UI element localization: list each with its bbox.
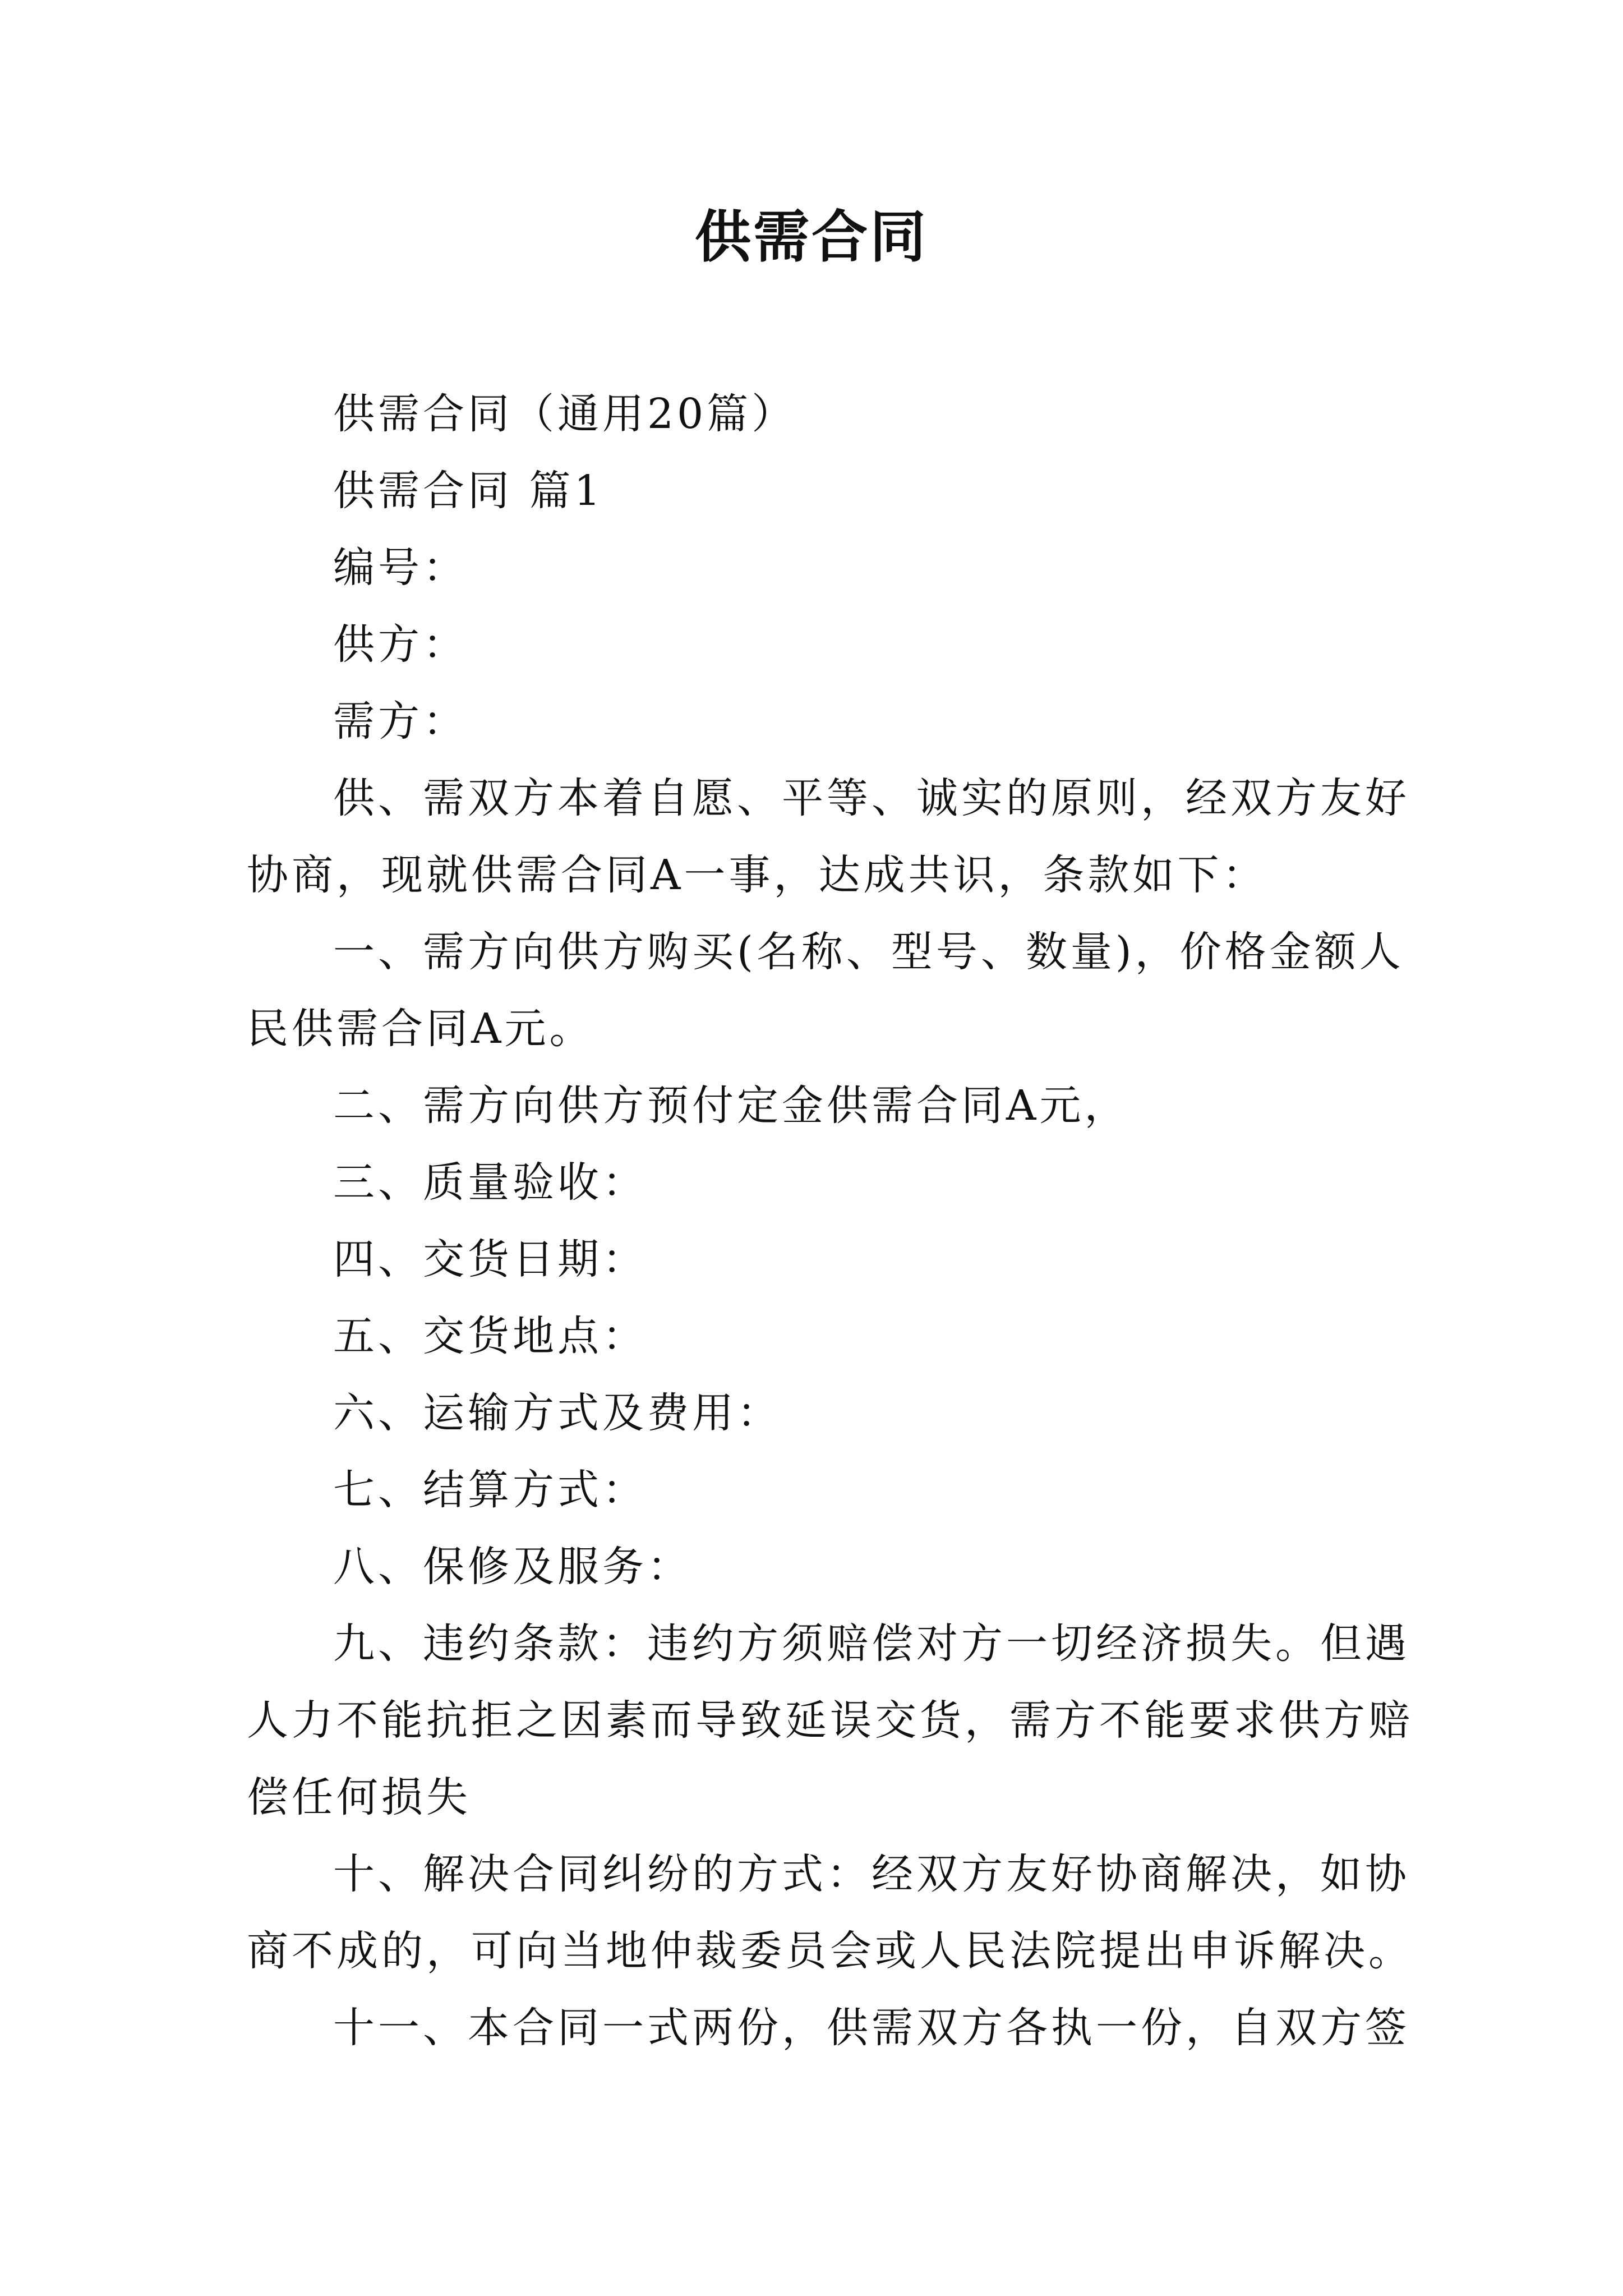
paragraph-line: 供需合同（通用20篇） bbox=[333, 390, 797, 438]
paragraph-line: 五、交货地点： bbox=[333, 1312, 647, 1360]
paragraph-line: 供需合同 篇1 bbox=[333, 467, 604, 515]
paragraph-line: 供方： bbox=[333, 620, 468, 669]
document-body bbox=[247, 376, 1413, 2067]
paragraph-line: 人力不能抗拒之因素而导致延误交货，需方不能要求供方赔 bbox=[247, 1696, 1413, 1745]
paragraph-line: 偿任何损失 bbox=[247, 1773, 471, 1821]
paragraph-line: 四、交货日期： bbox=[333, 1235, 647, 1283]
paragraph-line: 协商，现就供需合同A一事，达成共识，条款如下： bbox=[247, 851, 1267, 899]
paragraph-line: 十、解决合同纠纷的方式：经双方友好协商解决，如协 bbox=[333, 1850, 1410, 1898]
paragraph-line: 商不成的，可向当地仲裁委员会或人民法院提出申诉解决。 bbox=[247, 1927, 1413, 1975]
paragraph-line: 二、需方向供方预付定金供需合同A元， bbox=[333, 1082, 1129, 1130]
paragraph-line: 七、结算方式： bbox=[333, 1466, 647, 1514]
paragraph-line: 三、质量验收： bbox=[333, 1158, 647, 1207]
paragraph-line: 六、运输方式及费用： bbox=[333, 1389, 782, 1437]
paragraph-line: 十一、本合同一式两份，供需双方各执一份，自双方签 bbox=[333, 2004, 1410, 2052]
paragraph-line: 民供需合同A元。 bbox=[247, 1005, 594, 1053]
document-title: 供需合同 bbox=[695, 204, 928, 270]
paragraph-line: 九、违约条款：违约方须赔偿对方一切经济损失。但遇 bbox=[333, 1619, 1410, 1668]
paragraph-line: 八、保修及服务： bbox=[333, 1543, 692, 1591]
paragraph-line: 供、需双方本着自愿、平等、诚实的原则，经双方友好 bbox=[333, 774, 1410, 822]
paragraph-line: 编号： bbox=[333, 544, 468, 592]
paragraph-line: 一、需方向供方购买(名称、型号、数量)，价格金额人 bbox=[333, 928, 1404, 976]
paragraph-line: 需方： bbox=[333, 697, 468, 746]
